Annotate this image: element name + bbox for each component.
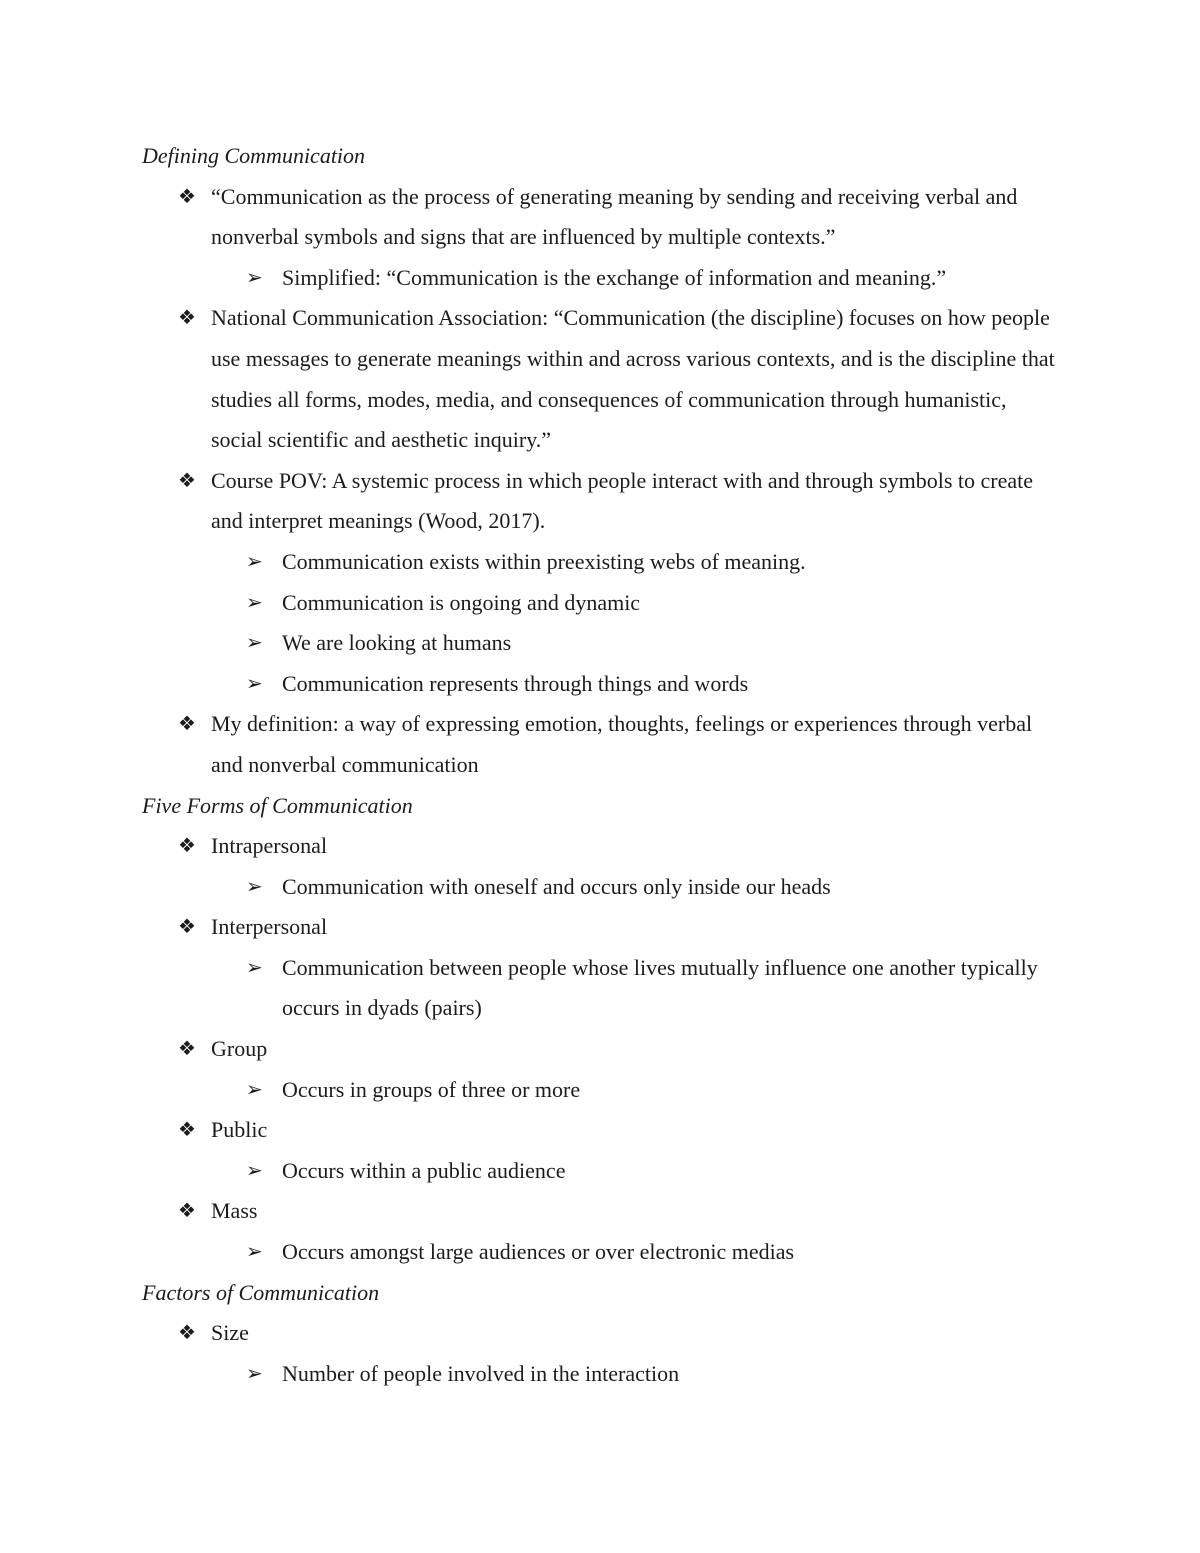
list-item (142, 1313, 1060, 1354)
diamond-bullet-icon: ❖ (178, 1200, 196, 1223)
sub-list-item (142, 542, 1060, 583)
arrowhead-bullet-icon: ➢ (246, 875, 263, 898)
diamond-bullet-icon: ❖ (178, 1038, 196, 1061)
list-item (142, 298, 1060, 460)
arrowhead-bullet-icon: ➢ (246, 1362, 263, 1385)
arrowhead-bullet-icon: ➢ (246, 591, 263, 614)
diamond-bullet-icon: ❖ (178, 307, 196, 330)
sub-list-item (142, 1151, 1060, 1192)
list-item (142, 461, 1060, 542)
list-item-text: Interpersonal (211, 914, 328, 940)
sub-list-item-text: Occurs amongst large audiences or over electronic medias (282, 1239, 795, 1265)
sub-list-item-text: Simplified: “Communication is the exchange of information and meaning.” (282, 264, 947, 290)
bullet-list (142, 1313, 1060, 1394)
list-item (142, 907, 1060, 948)
sub-list-item-text: Communication between people whose lives mutually influence one another typically occurs in dyads (pairs) (282, 954, 1038, 1021)
list-item (142, 826, 1060, 867)
list-item-text: Course POV: A systemic process in which people interact with and through symbols to create and interpret meanings (Wood, 2017). (211, 467, 1033, 534)
list-item (142, 1191, 1060, 1232)
list-item (142, 1029, 1060, 1070)
arrowhead-bullet-icon: ➢ (246, 550, 263, 573)
diamond-bullet-icon: ❖ (178, 185, 196, 208)
section-heading: Defining Communication (142, 143, 366, 168)
list-item-text: National Communication Association: “Communication (the discipline) focuses on how people use messages to generate meanings within and across various contexts, and is the discipline that studies all forms, modes, media, and consequences of communication through humanistic, social scientific and aesthetic inquiry.” (211, 305, 1055, 453)
list-item-text: Group (211, 1036, 268, 1062)
sub-list-item-text: Occurs in groups of three or more (282, 1076, 581, 1102)
list-item (142, 1110, 1060, 1151)
sub-list-item (142, 1232, 1060, 1273)
section-heading: Factors of Communication (142, 1279, 380, 1305)
sub-list-item (142, 623, 1060, 664)
sub-list-item (142, 664, 1060, 705)
sub-list-item-text: Occurs within a public audience (282, 1157, 566, 1183)
diamond-bullet-icon: ❖ (178, 469, 196, 492)
sub-list-item-text: Communication with oneself and occurs only inside our heads (282, 873, 831, 899)
sub-list-item (142, 258, 1060, 299)
list-item-text: “Communication as the process of generating meaning by sending and receiving verbal and nonverbal symbols and signs that are influenced by multiple contexts.” (211, 183, 1018, 250)
sub-list-item-text: Number of people involved in the interaction (282, 1360, 680, 1386)
arrowhead-bullet-icon: ➢ (246, 1159, 263, 1182)
arrowhead-bullet-icon: ➢ (246, 956, 263, 979)
bullet-list (142, 826, 1060, 1273)
arrowhead-bullet-icon: ➢ (246, 672, 263, 695)
sub-list-item-text: Communication is ongoing and dynamic (282, 589, 641, 615)
section-five-forms (142, 786, 1060, 1273)
arrowhead-bullet-icon: ➢ (246, 632, 263, 655)
diamond-bullet-icon: ❖ (178, 1119, 196, 1142)
diamond-bullet-icon: ❖ (178, 1322, 196, 1345)
diamond-bullet-icon: ❖ (178, 916, 196, 939)
sub-list-item-text: We are looking at humans (282, 630, 512, 656)
list-item-text: Public (211, 1117, 268, 1143)
list-item-text: Intrapersonal (211, 833, 328, 859)
sub-list-item-text: Communication exists within preexisting webs of meaning. (282, 548, 806, 574)
list-item (142, 177, 1060, 258)
arrowhead-bullet-icon: ➢ (246, 266, 263, 289)
sub-list-item (142, 583, 1060, 624)
section-heading: Five Forms of Communication (142, 792, 413, 818)
sub-list-item (142, 1354, 1060, 1395)
list-item (142, 704, 1060, 785)
list-item-text: Size (211, 1320, 249, 1346)
sub-list-item-text: Communication represents through things and words (282, 670, 749, 696)
list-item-text: Mass (211, 1198, 258, 1224)
sub-list-item (142, 1070, 1060, 1111)
arrowhead-bullet-icon: ➢ (246, 1241, 263, 1264)
sub-list-item (142, 948, 1060, 1029)
section-defining-communication (142, 136, 1060, 786)
sub-list-item (142, 867, 1060, 908)
list-item-text: My definition: a way of expressing emotion, thoughts, feelings or experiences through verbal and nonverbal communication (211, 711, 1033, 777)
section-factors (142, 1273, 1060, 1395)
arrowhead-bullet-icon: ➢ (246, 1078, 263, 1101)
bullet-list (142, 177, 1060, 786)
diamond-bullet-icon: ❖ (178, 835, 196, 858)
diamond-bullet-icon: ❖ (178, 713, 196, 736)
